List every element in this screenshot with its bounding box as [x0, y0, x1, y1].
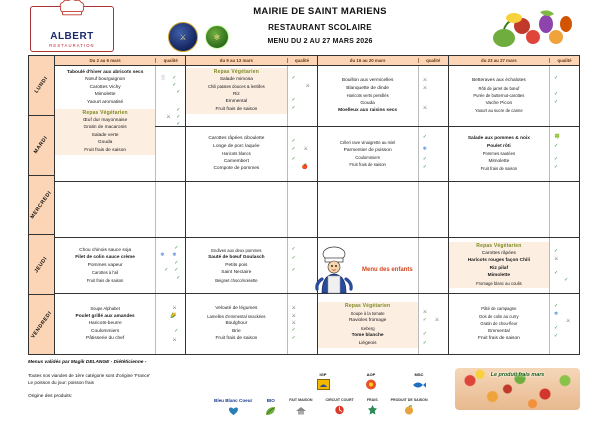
- quality-marks: [418, 238, 448, 293]
- certification-name: IGP: [319, 372, 327, 377]
- dish: Betteraves aux échalotes: [471, 78, 526, 84]
- quality-marks: 🍴 ✓ ✓ ✓ ✓ ⚔ ✓ ✓: [155, 66, 185, 126]
- day-label-mercredi: [29, 176, 54, 236]
- quality-marks: ✓ ✓ ✓: [549, 66, 579, 126]
- vegetarian-meal-label: Repas Végétarien: [345, 303, 391, 309]
- day-label-text: MERCREDI: [29, 189, 54, 221]
- week-2-header: [186, 56, 316, 66]
- produit-saison-icon: [404, 405, 414, 415]
- dish: Œuf dur mayonnaise: [82, 118, 128, 124]
- origin-name: PRODUIT DE SAISON: [390, 398, 428, 402]
- seasonal-product-badge: [455, 368, 580, 410]
- cell-mercredi-w3: [318, 182, 448, 238]
- origin-frais: [367, 398, 378, 420]
- dish: Fruit frais de saison: [86, 277, 124, 283]
- week-3-header: [318, 56, 448, 66]
- origin-bleu-blanc-coeur: [214, 398, 252, 421]
- dish: Fruit frais de saison: [215, 336, 258, 342]
- quality-marks: ✓ ⚔ ✓ ✓: [549, 238, 579, 293]
- week-2-rows: [186, 66, 316, 354]
- dish: Poulet grillé aux amandes: [75, 313, 135, 319]
- dish: Haricots blancs: [222, 151, 251, 157]
- quality-marks: 🍀 ✓ ✓ ✓: [549, 127, 579, 181]
- dish: Nœuf bourguignon: [85, 77, 126, 83]
- cell-mercredi-w1: [55, 182, 185, 238]
- origin-name: Bleu Blanc Coeur: [214, 398, 253, 403]
- quality-marks: [155, 182, 185, 237]
- quality-marks: ⚔ ⚔ ⚔: [418, 66, 448, 126]
- origin-bio: [265, 398, 276, 421]
- quality-marks: ✓ ❄ ❄ ✓ ✓ ✓ ✓: [155, 238, 185, 293]
- week-2-label: du 9 au 13 mars: [219, 58, 253, 63]
- dish: Gouda: [360, 100, 375, 106]
- dish: Salade verte: [91, 132, 119, 138]
- certification-aop: [356, 372, 386, 395]
- cell-lundi-w1: [55, 66, 185, 153]
- frais-icon: [368, 405, 377, 415]
- dish: Yaourt au sucre de canne: [475, 108, 523, 114]
- dish: Fromage blanc au coulis: [476, 280, 522, 286]
- dish: Coulommiers: [355, 155, 380, 160]
- day-label-text: MARDI: [33, 135, 50, 156]
- dish: Camembert: [223, 158, 249, 164]
- dish: Emmental: [225, 99, 248, 105]
- cell-jeudi-w2: [186, 238, 316, 294]
- cell-jeudi-w1: [55, 238, 185, 294]
- dish: Boulghour: [225, 321, 248, 327]
- bio-leaf-icon: [265, 406, 276, 416]
- dish: Iceberg: [360, 325, 375, 331]
- cell-vendredi-w3: [318, 294, 448, 354]
- dish: Fruit frais de saison: [349, 162, 386, 168]
- week-1-label: Du 2 au 6 mars: [89, 58, 121, 63]
- origin-produit-saison: [391, 398, 428, 420]
- cell-mardi-w1: [55, 127, 185, 182]
- cell-mardi-w3: [318, 127, 448, 182]
- fait-maison-icon: [295, 406, 307, 415]
- vegetarian-meal-label: Repas Végétarien: [476, 243, 522, 249]
- albert-restauration-logo: [30, 6, 114, 52]
- dish: Blanquette de dinde: [346, 85, 389, 91]
- dish: Chou chinois sauce soja: [79, 247, 132, 253]
- vegetables-cluster-icon: [488, 4, 580, 54]
- dish: Pommes sautées: [482, 151, 516, 157]
- logo-tagline: RESTAURATION: [49, 43, 95, 48]
- week-column-3: [318, 56, 449, 354]
- dish: Ravioles fromage: [348, 318, 387, 324]
- dish: Haricots verts persillés: [346, 93, 389, 99]
- igp-label-icon: [317, 379, 330, 390]
- dish: Sauté de bœuf Goulasch: [208, 255, 265, 261]
- page-title: MAIRIE DE SAINT MARIENS: [253, 6, 387, 17]
- origin-name: BIO: [266, 398, 275, 403]
- origin-products-label: Origine des produits:: [28, 394, 73, 399]
- cell-lundi-w2: [186, 66, 316, 127]
- origin-name: FRAIS: [366, 398, 378, 402]
- quality-marks: ✓ ❄ ✓ ✓: [418, 127, 448, 181]
- quality-marks: [418, 182, 448, 237]
- dish: Rôti de jarret de bœuf: [478, 85, 520, 91]
- week-1-rows: [55, 66, 185, 354]
- quality-marks: [549, 182, 579, 237]
- dish: Gouda: [97, 140, 113, 146]
- quality-marks: ✓ ⚔ ✓ ✓: [287, 66, 317, 126]
- quality-marks: ✓ ✓ ✓: [287, 238, 317, 293]
- blue-shield-crest-icon: ⚔: [168, 22, 198, 52]
- dish: Haricots-beurre: [88, 321, 122, 327]
- dish: Compote de pommes: [213, 166, 260, 172]
- cell-vendredi-w4: [449, 294, 579, 354]
- dish: Vache Picon: [485, 100, 513, 106]
- quality-marks: [155, 127, 185, 181]
- dish: Petits pois: [225, 262, 248, 268]
- dish: Yaourt aromatisé: [87, 99, 124, 105]
- cell-vendredi-w1: [55, 294, 185, 354]
- dish: Mimolette: [487, 273, 511, 279]
- dish: Coulommiers: [90, 328, 120, 334]
- dish: Lamelles d'emmental snackées: [207, 313, 266, 319]
- origin-logos-row: [214, 398, 428, 421]
- dish: Mimolette: [488, 158, 510, 164]
- vegetarian-meal-label: Repas Végétarien: [213, 69, 259, 75]
- certification-name: AOP: [366, 372, 376, 377]
- dish: Liégeois: [358, 340, 377, 346]
- cell-mardi-w4: [449, 127, 579, 182]
- cell-mercredi-w2: [186, 182, 316, 238]
- dish: Fruit frais de saison: [215, 106, 258, 112]
- origin-name: CIRCUIT COURT: [325, 398, 354, 402]
- dish: Mimolette: [94, 92, 116, 98]
- dish: Salade aux pommes & noix: [467, 136, 530, 142]
- certification-igp: [308, 372, 338, 395]
- week-column-2: [186, 56, 317, 354]
- dish: Purée de butternut-carottes: [473, 93, 525, 99]
- cell-vendredi-w2: [186, 294, 316, 354]
- day-label-jeudi: [29, 235, 54, 295]
- quality-marks: ⚔ 🌽 ✓ ⚔: [155, 294, 185, 354]
- week-4-header: [449, 56, 579, 66]
- dish: Riz pilaf: [489, 265, 509, 271]
- dish: Carottes râpées: [481, 251, 516, 256]
- menu-grid: [28, 55, 580, 355]
- certification-name: MSC: [414, 372, 424, 377]
- origin-fait-maison: [289, 398, 312, 420]
- kids-menu-label: Menu des enfants: [362, 267, 413, 273]
- dish: Soupe Alphabet: [90, 306, 120, 312]
- header-titles: [150, 6, 490, 45]
- dish: Parmentier de poisson: [343, 147, 392, 153]
- day-label-column: [29, 56, 55, 354]
- week-3-label: du 16 au 20 mars: [349, 58, 386, 63]
- seasonal-product-label: Le produit frais mars: [490, 372, 545, 378]
- aop-label-icon: [365, 379, 377, 390]
- vegetarian-meal-label: Repas Végétarien: [82, 110, 128, 117]
- day-label-lundi: [29, 56, 54, 116]
- dish: Gratin de macaronis: [83, 125, 127, 131]
- green-shield-crest-icon: ❄: [205, 25, 229, 49]
- chef-hat-icon: [59, 0, 85, 16]
- menu-date-range: MENU DU 2 AU 27 MARS 2026: [267, 38, 373, 45]
- dish: Endives aux deux pommes: [211, 247, 262, 253]
- dish: Brie: [232, 328, 241, 334]
- origin-circuit-court: [325, 398, 353, 420]
- cell-jeudi-w4: [449, 238, 579, 294]
- dish: Filet de colin sauce crème: [75, 255, 135, 261]
- week-3-quality-label: qualité: [418, 58, 448, 63]
- dish: Bouillon aux vermicelles: [341, 78, 394, 84]
- week-column-1: [55, 56, 186, 354]
- dish: Pâté de campagne: [481, 306, 517, 312]
- dish: Céleri rave vinaigrette au miel: [339, 140, 396, 146]
- week-column-4: [449, 56, 579, 354]
- dish: Longe de porc laquée: [213, 143, 260, 149]
- origin-note-line2: Le poisson du jour: poisson frais: [28, 380, 94, 385]
- dish: Gratin de chou-fleur: [480, 321, 518, 327]
- dish: Saint Nectaire: [221, 270, 252, 276]
- page-subtitle: RESTAURANT SCOLAIRE: [268, 23, 372, 32]
- day-label-text: VENDREDI: [29, 309, 54, 340]
- week-1-header: [55, 56, 185, 66]
- quality-marks: ⚔ ⚔ ⚔ ✓ ✓: [287, 294, 317, 354]
- day-label-mardi: [29, 116, 54, 176]
- dish: Velouté de légumes: [215, 306, 258, 312]
- week-columns: [55, 56, 579, 354]
- certification-row: [308, 372, 434, 395]
- dish: Moelleux aux raisins secs: [338, 108, 398, 114]
- dish: Carottes râpées ciboulette: [208, 136, 265, 142]
- origin-note-line1: Toutes nos viandes de 1ère catégorie sont d'origine 'France': [28, 373, 151, 378]
- dish: Carottes Vichy: [89, 84, 121, 90]
- certification-msc: [404, 372, 434, 395]
- dish: Salade mimosa: [219, 77, 253, 82]
- origin-name: FAIT MAISON: [289, 398, 313, 402]
- dish: Fruit frais de saison: [84, 147, 127, 153]
- week-4-label: du 23 au 27 mars: [481, 58, 517, 63]
- dish: Carottes à l'ail: [91, 270, 119, 276]
- week-4-quality-label: qualité: [549, 58, 579, 63]
- bleu-blanc-coeur-icon: [227, 406, 240, 416]
- quality-marks: ⚔ ✓ ⚔ ✓ ✓: [418, 294, 448, 354]
- cell-lundi-w4: [449, 66, 579, 127]
- dish: Beignet choco/noisette: [215, 277, 258, 283]
- dish: Dos de colin au curry: [479, 313, 519, 319]
- cell-mardi-w2: [186, 127, 316, 182]
- dish: Tome blanche: [351, 333, 384, 339]
- dish: Chili patates douces & lentilles: [207, 84, 265, 90]
- quality-marks: ✓ ❄ ⚔ ✓ ✓: [549, 294, 579, 354]
- dish: Poulet rôti: [487, 143, 511, 149]
- dish: Fruit frais de saison: [477, 336, 520, 342]
- circuit-court-icon: [334, 405, 345, 415]
- week-4-rows: [449, 66, 579, 354]
- dish: Soupe à la tomate: [350, 311, 385, 316]
- cell-jeudi-w3: [318, 238, 448, 294]
- week-2-quality-label: qualité: [287, 58, 317, 63]
- dish: Haricots rouges façon Chili: [467, 258, 531, 264]
- week-3-rows: [318, 66, 448, 354]
- dish: Pommes vapeur: [87, 262, 123, 268]
- quality-marks: [287, 182, 317, 237]
- day-label-vendredi: [29, 295, 54, 354]
- cell-mercredi-w4: [449, 182, 579, 238]
- msc-fish-icon: [412, 380, 427, 390]
- cell-lundi-w3: [318, 66, 448, 127]
- logo-name: ALBERT: [50, 31, 94, 42]
- dish: Taboulé d'hiver aux abricots secs: [66, 70, 144, 75]
- dish: Pâtisserie du chef: [86, 336, 125, 342]
- dish: Fruit frais de saison: [480, 166, 518, 172]
- quality-marks: ✓ ✓ ⚔ ✓ 🍎: [287, 127, 317, 181]
- dietitian-validation: Menus validés par Magik DELANGE - Diététicienne -: [28, 360, 147, 365]
- dish: Riz: [232, 91, 240, 97]
- week-1-quality-label: qualité: [155, 58, 185, 63]
- dish: Emmental: [488, 328, 510, 334]
- day-label-text: LUNDI: [33, 75, 50, 95]
- day-label-text: JEUDI: [33, 255, 50, 274]
